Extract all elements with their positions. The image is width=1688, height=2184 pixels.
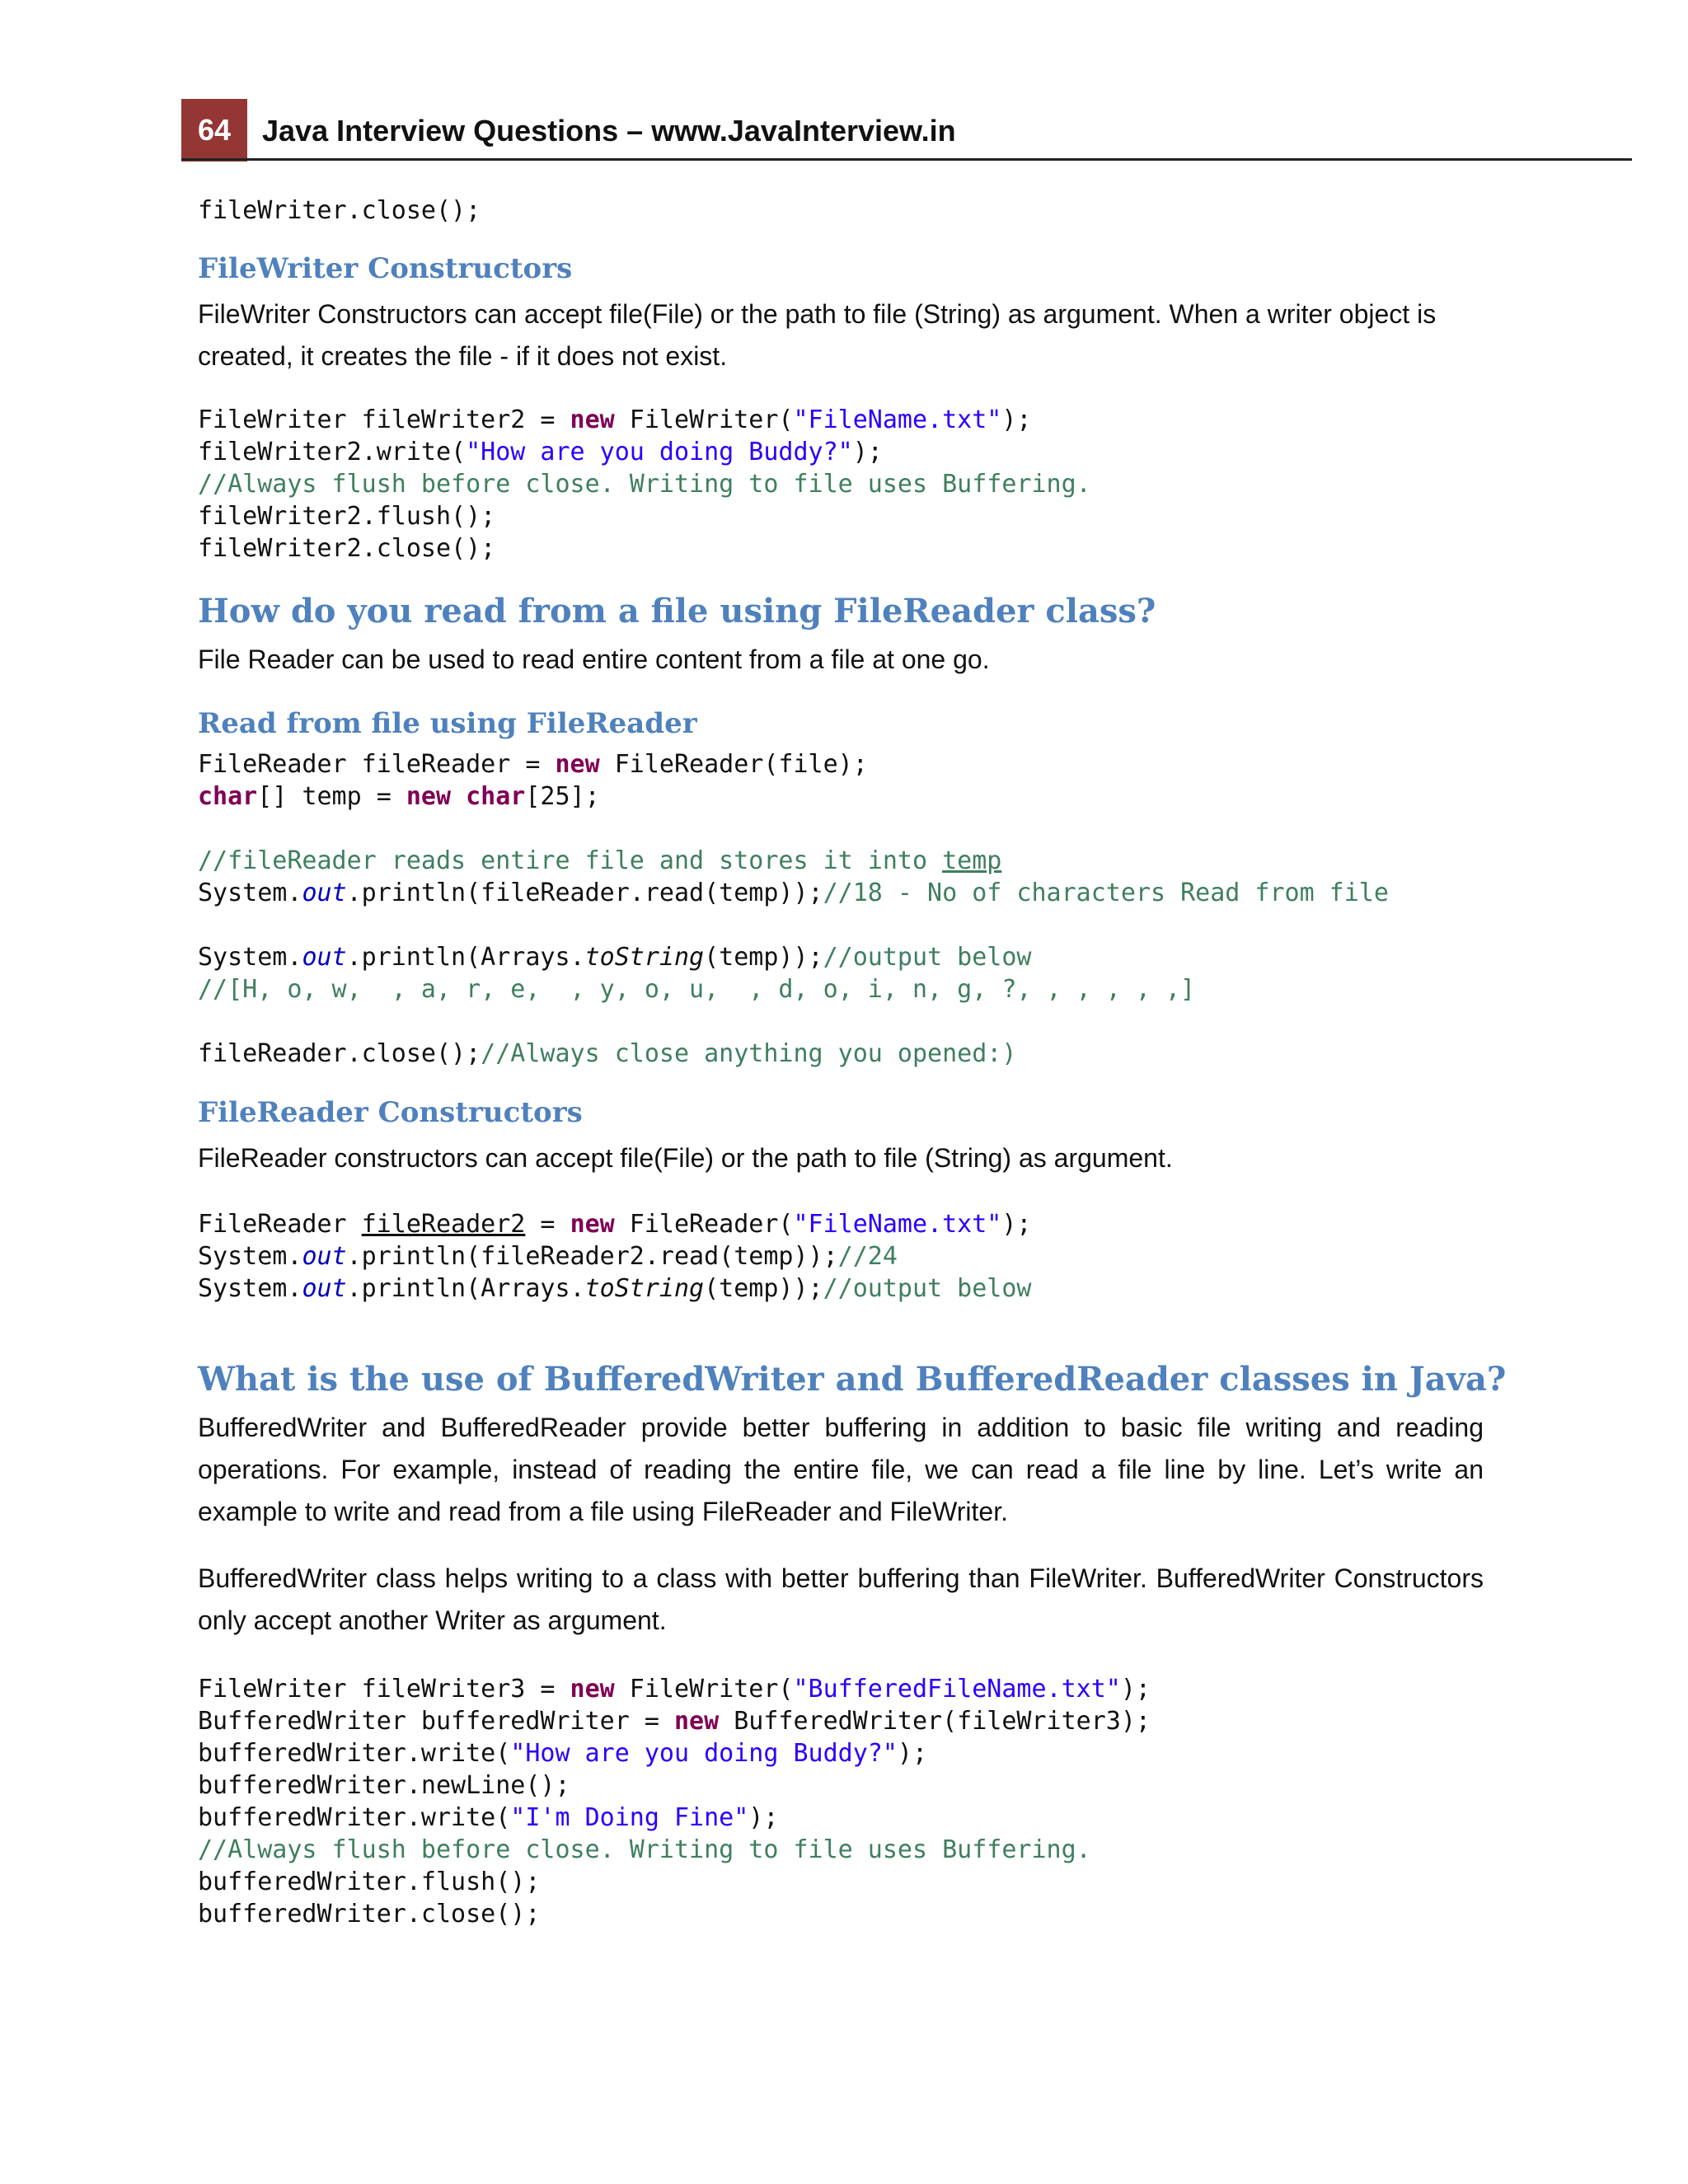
code-line: System.out.println(Arrays.toString(temp));//output below bbox=[198, 943, 1032, 972]
code-block-filewriter bbox=[198, 404, 1091, 565]
code-line: FileReader fileReader = new FileReader(file); bbox=[198, 750, 868, 779]
code-line: FileWriter fileWriter3 = new FileWriter("BufferedFileName.txt"); bbox=[198, 1675, 1151, 1704]
code-line: fileWriter2.flush(); bbox=[198, 502, 496, 531]
code-comment: //Always flush before close. Writing to file uses Buffering. bbox=[198, 470, 1091, 499]
code-line: fileWriter2.close(); bbox=[198, 534, 496, 563]
code-blank-line bbox=[198, 909, 1389, 941]
code-line: System.out.println(fileReader2.read(temp));//24 bbox=[198, 1242, 898, 1271]
page-number: 64 bbox=[181, 99, 247, 162]
code-blank-line bbox=[198, 813, 1389, 845]
code-line: bufferedWriter.write("I'm Doing Fine"); bbox=[198, 1803, 779, 1832]
header-divider bbox=[181, 158, 1632, 161]
code-comment: //fileReader reads entire file and stores it into temp bbox=[198, 846, 1002, 875]
code-blank-line bbox=[198, 1005, 1389, 1038]
code-comment: //Always flush before close. Writing to file uses Buffering. bbox=[198, 1835, 1091, 1864]
code-line: fileReader.close();//Always close anything you opened:) bbox=[198, 1039, 1017, 1068]
paragraph-filereader-intro: File Reader can be used to read entire content from a file at one go. bbox=[198, 644, 990, 674]
code-line: fileWriter2.write("How are you doing Buddy?"); bbox=[198, 438, 883, 466]
subheading-filewriter-constructors: FileWriter Constructors bbox=[198, 252, 573, 285]
subheading-read-from-file: Read from file using FileReader bbox=[198, 707, 697, 740]
paragraph-buffered-intro: BufferedWriter and BufferedReader provide better buffering in addition to basic file writing and reading operations. For example, instead of reading the entire file, we can read a file line by line. Let’s write an example to write and read from a file using FileReader and FileWriter. bbox=[198, 1413, 1484, 1526]
code-line: bufferedWriter.write("How are you doing Buddy?"); bbox=[198, 1739, 928, 1768]
code-line: FileWriter fileWriter2 = new FileWriter("FileName.txt"); bbox=[198, 405, 1032, 434]
subheading-filereader-constructors: FileReader Constructors bbox=[198, 1096, 583, 1129]
code-line: System.out.println(fileReader.read(temp));//18 - No of characters Read from file bbox=[198, 879, 1389, 907]
page-header bbox=[181, 99, 1632, 162]
code-line: bufferedWriter.flush(); bbox=[198, 1868, 541, 1896]
code-line: char[] temp = new char[25]; bbox=[198, 782, 600, 811]
code-block-filereader-constructors bbox=[198, 1208, 1032, 1305]
code-line: bufferedWriter.newLine(); bbox=[198, 1771, 570, 1800]
paragraph-filewriter-constructors: FileWriter Constructors can accept file(File) or the path to file (String) as argument. When a writer object is created, it creates the file - if it does not exist. bbox=[198, 299, 1437, 371]
paragraph-filereader-constructors: FileReader constructors can accept file(File) or the path to file (String) as argument. bbox=[198, 1143, 1173, 1173]
code-line: fileWriter.close(); bbox=[198, 196, 481, 225]
code-line: System.out.println(Arrays.toString(temp));//output below bbox=[198, 1274, 1032, 1303]
paragraph-bufferedwriter: BufferedWriter class helps writing to a class with better buffering than FileWriter. BufferedWriter Constructors only accept another Writer as argument. bbox=[198, 1563, 1484, 1635]
code-block-bufferedwriter bbox=[198, 1673, 1151, 1930]
heading-buffered-classes: What is the use of BufferedWriter and BufferedReader classes in Java? bbox=[198, 1360, 1507, 1399]
code-comment: //[H, o, w, , a, r, e, , y, o, u, , d, o, i, n, g, ?, , , , , ,] bbox=[198, 975, 1196, 1004]
code-line: BufferedWriter bufferedWriter = new BufferedWriter(fileWriter3); bbox=[198, 1707, 1151, 1736]
code-line: bufferedWriter.close(); bbox=[198, 1900, 541, 1929]
header-title: Java Interview Questions – www.JavaInterview.in bbox=[262, 114, 956, 148]
heading-read-filereader: How do you read from a file using FileReader class? bbox=[198, 592, 1156, 630]
code-block-filereader bbox=[198, 748, 1389, 1070]
code-line: FileReader fileReader2 = new FileReader("FileName.txt"); bbox=[198, 1210, 1032, 1239]
